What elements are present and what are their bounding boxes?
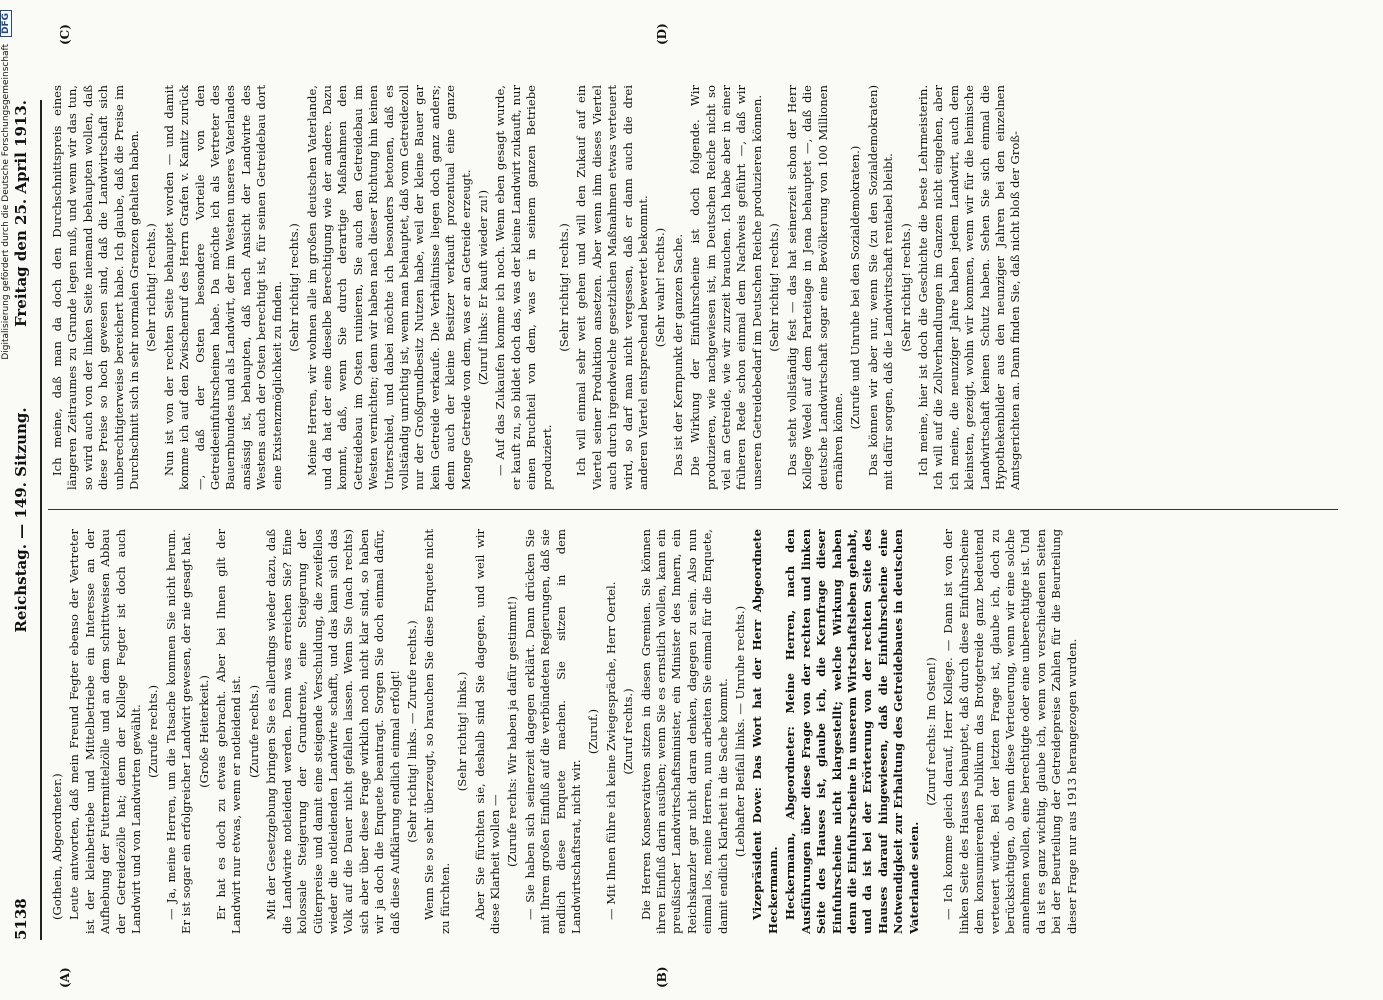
paragraph: (Zurufe und Unruhe bei den Sozialdemokraten.): [848, 145, 863, 430]
margin-letter-a: (A): [58, 967, 72, 988]
column-rule: [48, 509, 1338, 510]
paragraph: (Zuruf.): [586, 708, 601, 755]
paragraph: Mit der Gesetzgebung bringen Sie es allerdings wieder dazu, daß die Landwirte notleidend werden. Denn was erreichen Sie? Eine kolossale Steigerung der Grundrente, eine Steigerung der Güterpreise und damit eine steigende Verschuldung, die zweifellos wieder die notleidenden Landwirte schafft, und das kann sich das Volk auf die Dauer nicht gefallen lassen. Wenn Sie (nach rechts) sich aber über diese Frage wirklich noch nicht klar sind, so haben wir ja doch die Enquete beantragt. Sorgen Sie doch einmal dafür, daß diese Aufklärung endlich einmal erfolgt!: [264, 529, 402, 934]
paragraph: (Sehr richtig! rechts.): [144, 223, 159, 352]
paragraph: (Sehr richtig! rechts.): [898, 223, 913, 352]
paragraph: — Ich komme gleich darauf, Herr Kollege. — Dann ist von der linken Seite des Hauses behauptet, daß durch diese Einfuhrscheine dem konsumierenden Publikum das Brotgetreide ganz bedeutend verteuert würde. Bei der letzten Frage ist, glaube ich, doch zu berücksichtigen, ob wenn diese Verteuerung, wenn wir eine solche annehmen wollen, eine berechtigte oder eine unberechtigte ist. Und da ist es ganz wichtig, glaube ich, wenn von verschiedenen Seiten bei der Beurteilung der Getreidepreise Zahlen für die Beurteilung dieser Frage nur aus 1913 herangezogen wurden.: [941, 529, 1079, 934]
paragraph: Die Herren Konservativen sitzen in diesen Gremien. Sie können ihren Einfluß darin ausüben; wenn Sie es ernstlich wollen, kann ein preußischer Landwirtschaftsminister, ein Minister des Innern, ein Reichskanzler gar nicht daran denken, dagegen zu sein. Also nun einmal los, meine Herren, nun arbeiten Sie einmal für die Enquete, damit endlich Klarheit in die Sache kommt.: [638, 529, 730, 934]
paragraph: (Zurufe rechts: Wir haben ja dafür gestimmt!): [505, 596, 520, 867]
paragraph: Das steht vollständig fest — das hat seinerzeit schon der Herr Kollege Wedel auf dem Parteitage in Jena behauptet —, daß die deutsche Landwirtschaft sogar eine Bevölkerung von 100 Millionen ernähren könne.: [784, 85, 845, 490]
paragraph: — Sie haben sich seinerzeit dagegen erklärt. Dann drücken Sie mit Ihrem großen Einfluß auf die verbündeten Regierungen, daß sie endlich diese Enquete machen. Sie sitzen in dem Landwirtschaftsrat, nicht wir.: [522, 529, 583, 934]
paragraph: (Sehr richtig! links. — Zurufe rechts.): [404, 620, 419, 843]
margin-letter-c: (C): [58, 24, 72, 45]
paragraph: Meine Herren, wir wohnen alle im großen deutschen Vaterlande, und da hat der eine dieselbe Berechtigung wie der andere. Dazu kommt, daß, wenn Sie durch derartige Maßnahmen den Getreidebau im Osten ruinieren, Sie auch den Getreidebau im Westen vernichten; denn wir haben nach dieser Richtung hin keinen Unterschied, und dabei möchte ich besonders betonen, daß es vollständig unrichtig ist, wenn man behauptet, daß vom Getreidezoll nur der Großgrundbesitz Nutzen habe, weil der kleine Bauer gar kein Getreide verkaufe. Die Verhältnisse liegen doch ganz anders; denn auch der kleine Besitzer verkauft prozentual eine ganze Menge Getreide von dem, was er an Getreide erzeugt.: [304, 85, 473, 490]
paragraph: (Zuruf rechts.): [621, 688, 636, 775]
paragraph: Aber Sie fürchten sie, deshalb sind Sie dagegen, und weil wir diese Klarheit wollen —: [472, 529, 502, 934]
paragraph: — Auf das Zukaufen komme ich noch. Wenn eben gesagt wurde, er kauft zu, so bildet doch das, was der kleine Landwirt zukauft, nur einen Bruchteil von dem, was er in seinem ganzen Betriebe produziert.: [493, 85, 554, 490]
page-number: 5138: [12, 898, 30, 940]
left-text-column: [50, 529, 1350, 934]
paragraph: (Sehr richtig! rechts.): [767, 223, 782, 352]
paragraph: (Sehr richtig! rechts.): [287, 223, 302, 352]
paragraph: — Ja, meine Herren, um die Tatsache kommen Sie nicht herum. Er ist sogar ein erfolgreicher Landwirt gewesen, der nie gesagt hat.: [163, 529, 194, 934]
paragraph: (Zurufe rechts.): [246, 684, 261, 779]
paragraph: Leute antworten, daß mein Freund Fegter ebenso der Vertreter ist der kleinbetriebe und Mittelbetriebe ein Interesse an der Aufhebung der Futtermittelzölle und an dem schrittweisen Abbau der Getreidezölle hat; denn der Kollege Fegter ist doch auch Landwirt und von Landwirten gewählt.: [67, 529, 144, 934]
paragraph: Heckermann, Abgeordneter: Meine Herren, nach den Ausführungen über diese Frage von der rechten und linken Seite des Hauses ist, glaube ich, die Kernfrage dieser Einfuhrscheine nicht klargestellt; welche Wirkung haben denn die Einfuhrscheine in unserem Wirtschaftsleben gehabt, und da ist bei der Erörterung von der rechten Seite des Hauses darauf hingewiesen, daß die Einfuhrscheine eine Notwendigkeit zur Erhaltung des Getreidebaues in deutschen Vaterlande seien.: [783, 529, 921, 934]
paragraph: Die Wirkung der Einfuhrscheine ist doch folgende. Wir produzieren, wie nachgewiesen ist, im Deutschen Reiche nicht so viel an Getreide, wie wir zurzeit brauchen. Ich habe aber in einer früheren Rede schon einmal dem Nachweis geführt —, daß wir unseren Getreidebedarf im Deutschen Reiche produzieren können.: [688, 85, 764, 490]
paragraph: Das können wir aber nur, wenn Sie (zu den Sozialdemokraten) mit dafür sorgen, daß die Landwirtschaft rentabel bleibt.: [865, 85, 896, 490]
page-title: Reichstag. — 149. Sitzung.: [12, 407, 30, 633]
paragraph: Nun ist von der rechten Seite behauptet worden — und damit komme ich auf den Zwischenruf des Herrn Grafen v. Kanitz zurück —, daß der Osten besondere Vorteile von den Getreideeinfuhrscheinen habe. Da möchte ich als Vertreter des Bauernbundes und als Landwirt, der im Westen unseres Vaterlandes ansässig ist, behaupten, daß nach Ansicht der Landwirte des Westens auch der Osten berechtigt ist, für seinen Getreidebau dort eine Existenzmöglichkeit zu finden.: [161, 85, 284, 490]
paragraph: Vizepräsident Dove: Das Wort hat der Herr Abgeordnete Heckermann.: [750, 529, 780, 934]
paragraph: Wenn Sie so sehr überzeugt, so brauchen Sie diese Enquete nicht zu fürchten.: [422, 529, 452, 934]
paragraph: (Sehr wahr! rechts.): [653, 227, 668, 348]
paragraph: (Zurufe rechts.): [146, 684, 161, 779]
paragraph: Ich meine, daß man da doch den Durchschnittspreis eines längeren Zeitraumes zu Grunde legen muß, und wenn wir das tun, so wird auch von der linken Seite niemand behaupten wollen, daß diese Preise so hoch gewesen sind, daß die Landwirtschaft sich unberechtigterweise bereichert habe. Ich glaube, daß die Preise im Durchschnitt sich in sehr normalen Grenzen gehalten haben.: [50, 85, 142, 490]
paragraph: (Sehr richtig! rechts.): [557, 223, 571, 352]
digitization-note: [0, 10, 20, 990]
right-text-column: [50, 85, 1350, 490]
paragraph: (Zuruf links: Er kauft wieder zu!): [475, 190, 490, 385]
paragraph: (Gothein, Abgeordneter.): [50, 773, 64, 920]
paragraph: (Große Heiterkeit.): [196, 675, 211, 788]
paragraph: (Zuruf rechts: Im Osten!): [923, 657, 938, 806]
paragraph: Ich meine, hier ist doch die Geschichte die beste Lehrmeisterin. Ich will auf die Zollverhandlungen im Ganzen nicht eingehen, aber ich meine, die neunziger Jahre haben jedem Landwirt, auch dem kleinsten, gezeigt, wohin wir kommen, wenn wir für die heimische Landwirtschaft keinen Schutz haben. Sehen Sie sich einmal die Hypothekenbilder aus den neunziger Jahren bei den einzelnen Amtsgerichten an. Dann finden Sie, daß nicht bloß der Groß-: [915, 85, 1023, 490]
margin-letter-b: (B): [655, 966, 669, 988]
paragraph: Er hat es doch zu etwas gebracht. Aber bei Ihnen gilt der Landwirt nur etwas, wenn er notleidend ist.: [214, 529, 244, 934]
paragraph: Das ist der Kernpunkt der ganzen Sache.: [670, 233, 685, 476]
digitization-note-text: Digitalisierung gefördert durch die Deutsche Forschungsgemeinschaft: [1, 43, 11, 360]
paragraph: (Sehr richtig! links.): [455, 671, 470, 792]
paragraph: (Lebhafter Beifall links. — Unruhe rechts.): [733, 605, 748, 858]
paragraph: — Mit Ihnen führe ich keine Zwiegespräche, Herr Oertel.: [603, 581, 618, 920]
paragraph: Ich will einmal sehr weit gehen und will den Zukauf auf ein Viertel seiner Produktion ansetzen. Aber wenn ihm dieses Viertel auch durch irgendwelche gesetzlichen Maßnahmen etwas verteuert wird, so darf man nicht vergessen, daß er dann auch die drei anderen Viertel entsprechend bewertet bekommt.: [574, 85, 651, 490]
header-rule: [40, 100, 42, 940]
dfg-logo: DFG: [0, 10, 12, 37]
margin-letter-d: (D): [655, 23, 669, 45]
page-date: Freitag den 25. April 1913.: [12, 100, 30, 327]
side-strip: [0, 0, 20, 1000]
